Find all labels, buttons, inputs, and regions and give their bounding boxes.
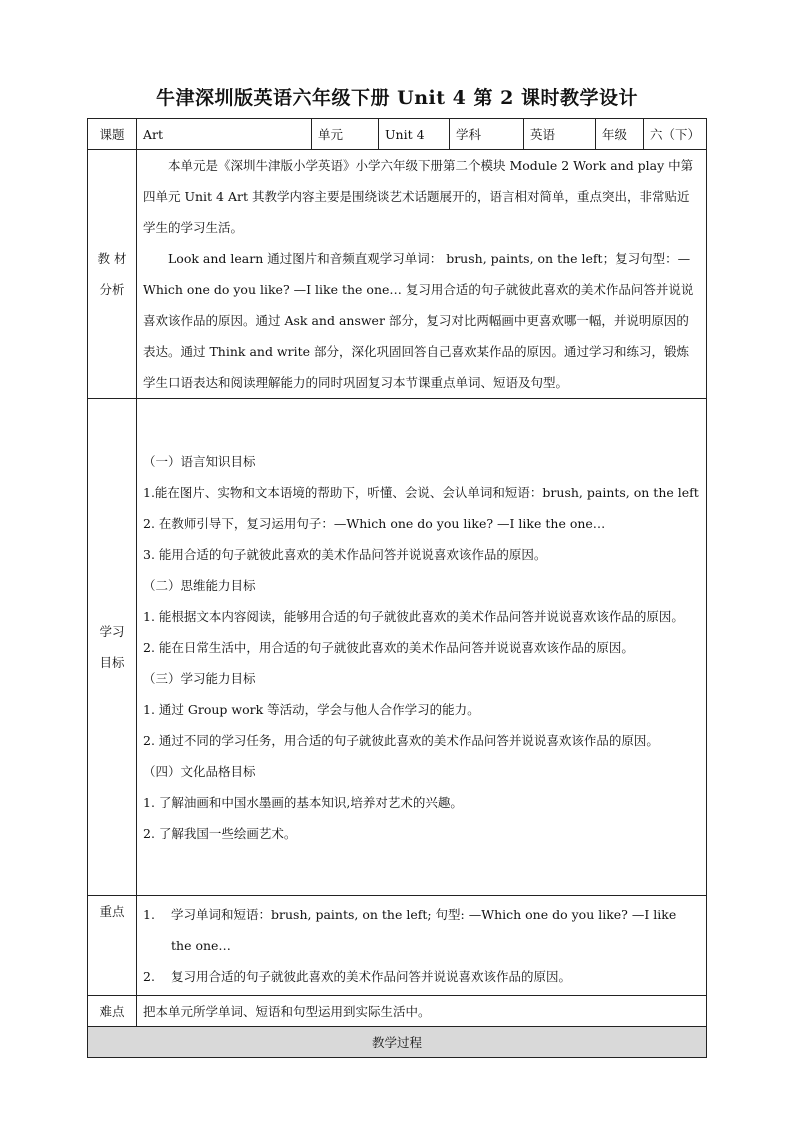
subject-label: 学科 xyxy=(450,119,524,150)
analysis-row xyxy=(88,150,707,399)
goal-heading-culture: （四）文化品格目标 xyxy=(143,763,256,779)
key-point-text: 复习用合适的句子就彼此喜欢的美术作品问答并说说喜欢该作品的原因。 xyxy=(171,969,572,984)
goals-row xyxy=(88,399,707,896)
unit-label: 单元 xyxy=(312,119,379,150)
goal-item: 1. 了解油画和中国水墨画的基本知识,培养对艺术的兴趣。 xyxy=(143,794,463,810)
analysis-content xyxy=(137,150,707,399)
analysis-label-line1: 教 材 xyxy=(97,251,127,266)
goal-item: 1. 通过 Group work 等活动，学会与他人合作学习的能力。 xyxy=(143,701,480,717)
goal-heading-learning: （三）学习能力目标 xyxy=(143,670,256,686)
goals-content xyxy=(137,399,707,896)
analysis-paragraph-1: 本单元是《深圳牛津版小学英语》小学六年级下册第二个模块 Module 2 Work and play 中第四单元 Unit 4 Art 其教学内容主要是围绕谈艺术话题展开的，语言相对简单，重点突出，非常贴近学生的学习生活。 xyxy=(143,158,694,235)
unit-value: Unit 4 xyxy=(379,119,450,150)
goal-item: 3. 能用合适的句子就彼此喜欢的美术作品问答并说说喜欢该作品的原因。 xyxy=(143,546,547,562)
key-point-item xyxy=(143,961,700,992)
key-point-number: 1. xyxy=(143,907,155,922)
goals-label-line2: 目标 xyxy=(99,655,125,670)
topic-label: 课题 xyxy=(88,119,137,150)
key-point-item xyxy=(143,899,700,961)
difficulty-label: 难点 xyxy=(88,996,137,1027)
key-points-row xyxy=(88,896,707,996)
key-point-number: 2. xyxy=(143,969,155,984)
header-row xyxy=(88,119,707,150)
goal-item: 2. 能在日常生活中，用合适的句子就彼此喜欢的美术作品问答并说说喜欢该作品的原因。 xyxy=(143,639,634,655)
goals-label-line1: 学习 xyxy=(99,624,125,639)
goal-item: 2. 在教师引导下，复习运用句子：—Which one do you like? —I like the one… xyxy=(143,515,606,531)
key-point-text: 学习单词和短语：brush, paints, on the left; 句型: —Which one do you like? —I like the one… xyxy=(171,907,677,953)
process-header: 教学过程 xyxy=(88,1027,707,1058)
goal-item: 1.能在图片、实物和文本语境的帮助下，听懂、会说、会认单词和短语：brush, paints, on the left xyxy=(143,484,699,500)
subject-value: 英语 xyxy=(524,119,596,150)
goal-item: 1. 能根据文本内容阅读，能够用合适的句子就彼此喜欢的美术作品问答并说说喜欢该作品的原因。 xyxy=(143,608,684,624)
page-title: 牛津深圳版英语六年级下册 Unit 4 第 2 课时教学设计 xyxy=(156,87,638,109)
goals-label xyxy=(88,399,137,896)
key-points-label: 重点 xyxy=(88,896,137,996)
grade-value: 六（下） xyxy=(644,119,707,150)
topic-value: Art xyxy=(137,119,312,150)
analysis-label-line2: 分析 xyxy=(99,282,125,297)
process-row xyxy=(88,1027,707,1058)
lesson-plan-table xyxy=(87,118,707,1058)
key-points-content xyxy=(137,896,707,996)
grade-label: 年级 xyxy=(596,119,644,150)
goal-item: 2. 了解我国一些绘画艺术。 xyxy=(143,825,297,841)
goal-heading-language: （一）语言知识目标 xyxy=(143,453,256,469)
analysis-label xyxy=(88,150,137,399)
difficulty-content: 把本单元所学单词、短语和句型运用到实际生活中。 xyxy=(137,996,707,1027)
goal-item: 2. 通过不同的学习任务，用合适的句子就彼此喜欢的美术作品问答并说说喜欢该作品的原因。 xyxy=(143,732,659,748)
analysis-paragraph-2: Look and learn 通过图片和音频直观学习单词： brush, paints, on the left；复习句型：—Which one do you like? —I like the one… 复习用合适的句子就彼此喜欢的美术作品问答并说说喜欢该作品的原因。通过 Ask and answer 部分，复习对比两幅画中更喜欢哪一幅，并说明原因的表达。通过 Think and write 部分，深化巩固回答自己喜欢某作品的原因。通过学习和练习，锻炼学生口语表达和阅读理解能力的同时巩固复习本节课重点单词、短语及句型。 xyxy=(143,251,694,390)
goal-heading-thinking: （二）思维能力目标 xyxy=(143,577,256,593)
difficulty-row xyxy=(88,996,707,1027)
